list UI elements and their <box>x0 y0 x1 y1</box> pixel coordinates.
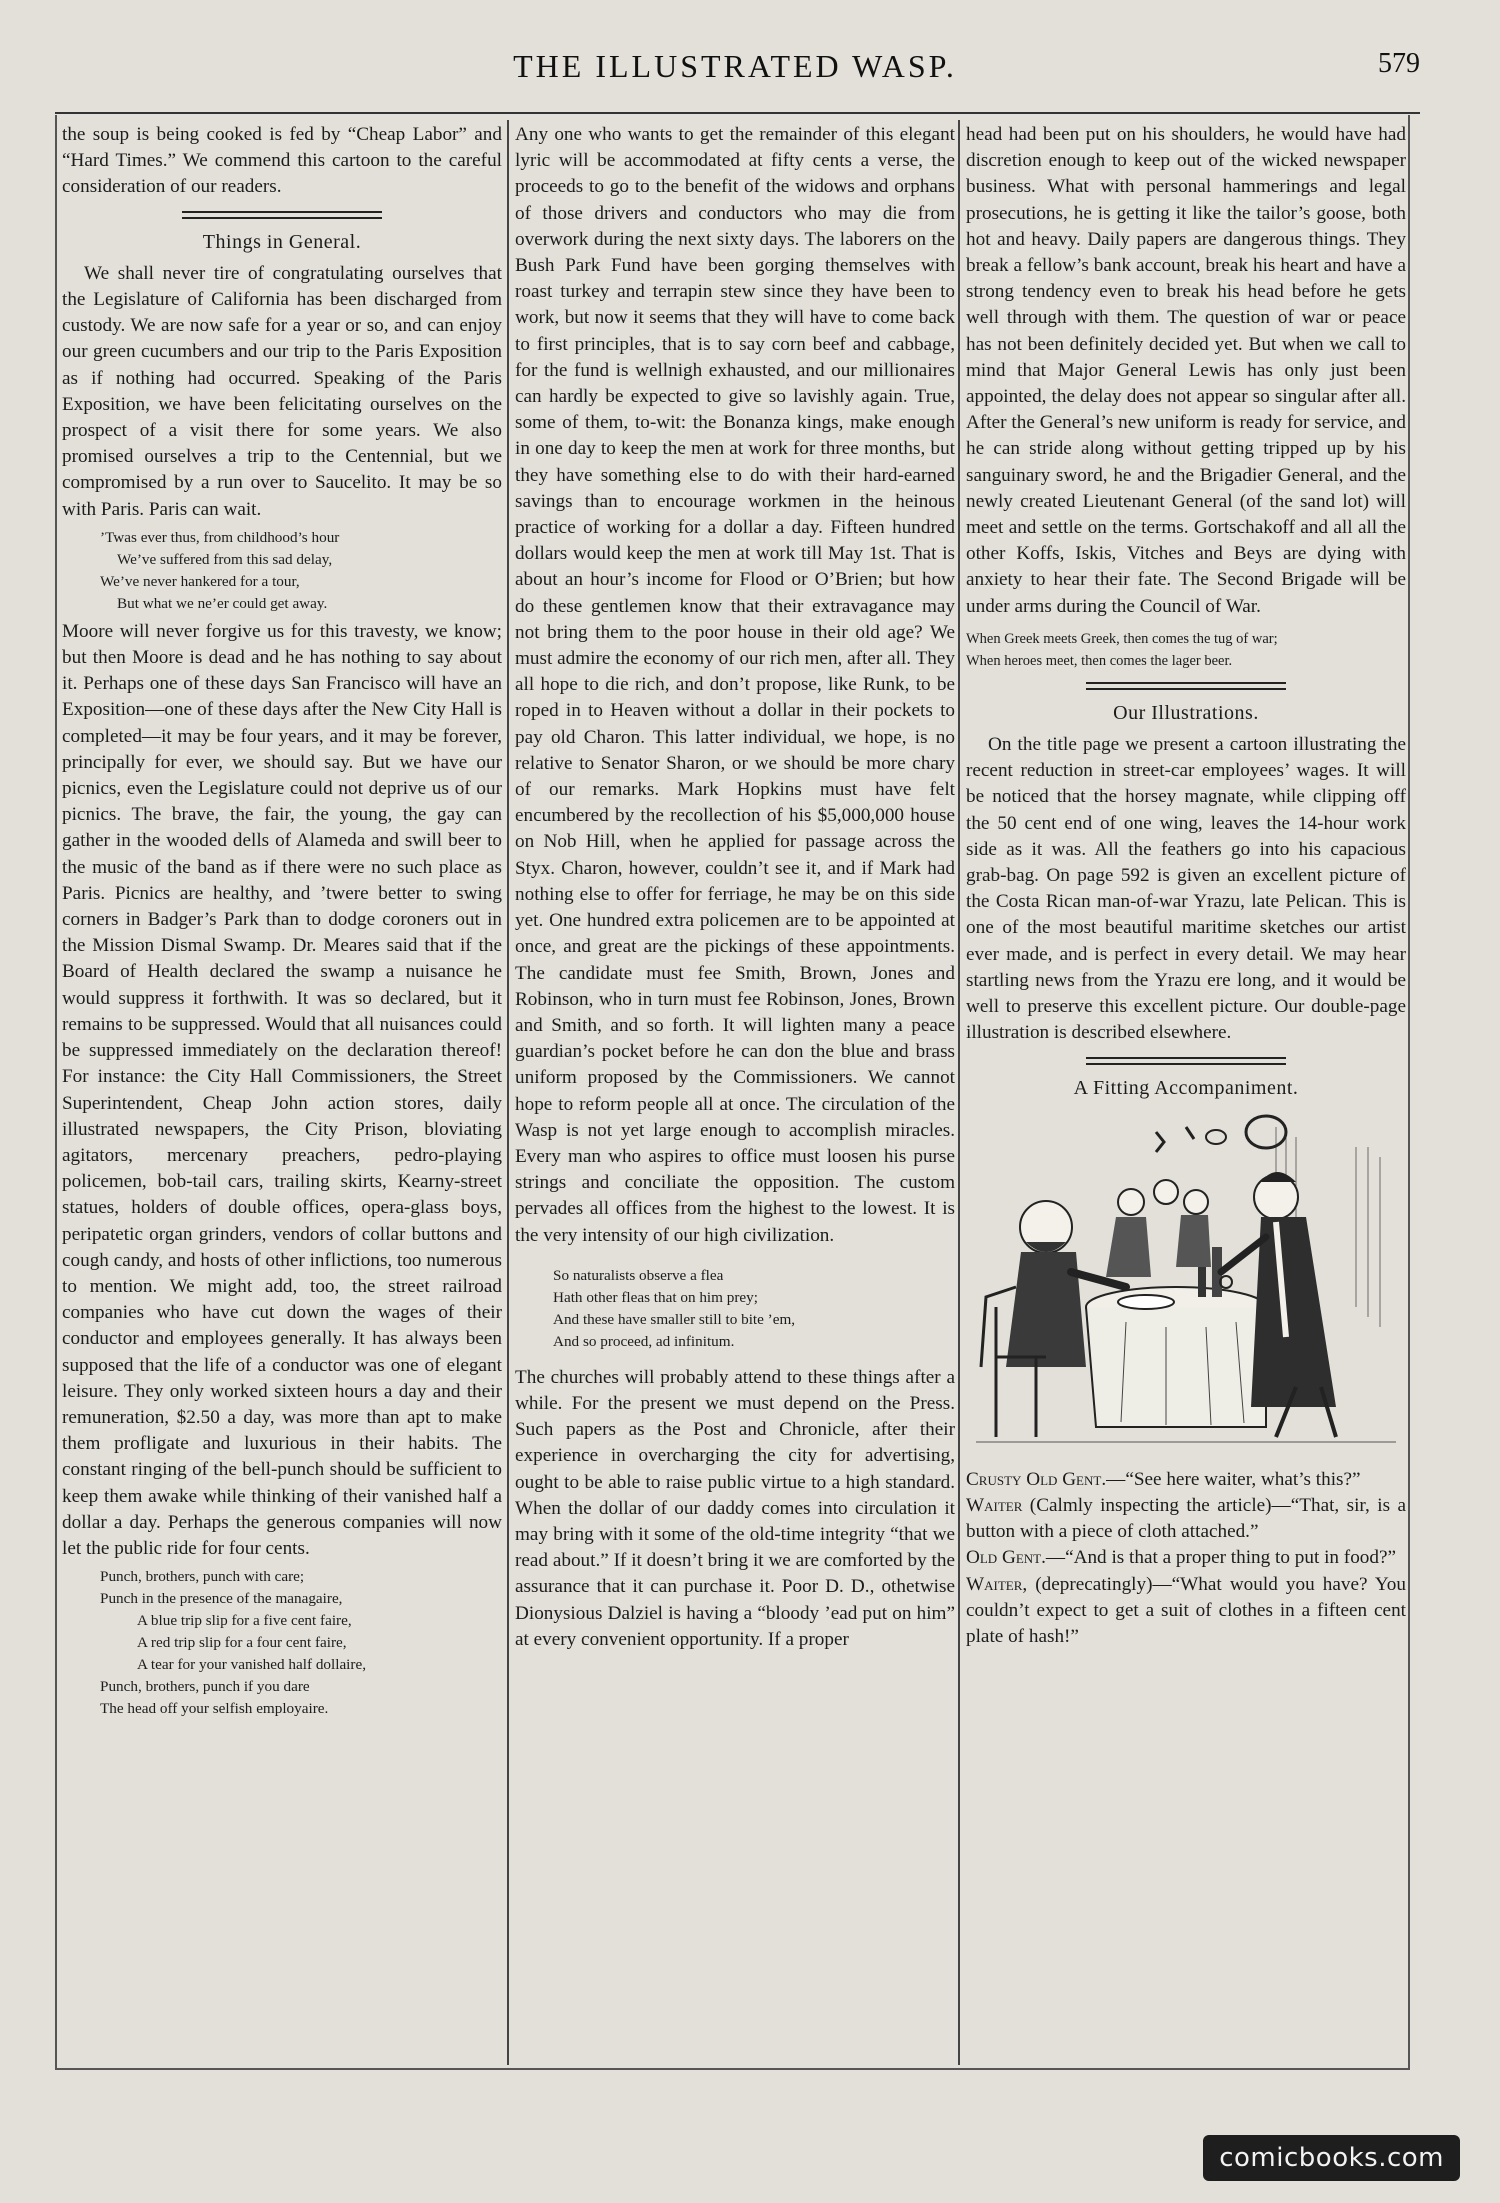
verse-line: Punch in the presence of the managaire, <box>100 1590 343 1608</box>
site-watermark: comicbooks.com <box>1203 2135 1460 2181</box>
verse-line: And these have smaller still to bite ’em, <box>553 1310 796 1328</box>
dialog-text: (Calmly inspecting the article)—“That, sir, is a button with a piece of cloth attached.” <box>966 1494 1406 1543</box>
cartoon-dialog <box>966 1467 1406 1650</box>
header-rule <box>55 112 1420 114</box>
verse-line: A red trip slip for a four cent faire, <box>137 1634 347 1652</box>
paragraph: On the title page we present a cartoon illustrating the recent reduction in street-car employees’ wages. It will be noticed that the horsey magnate, while clipping off the 50 cent end of one wing, leaves the 14-hour work side as it was. All the feathers go into his capacious grab-bag. On page 592 is given an excellent picture of the Costa Rican man-of-war Yrazu, late Pelican. This is one of the most beautiful maritime sketches our artist ever made, and is perfect in every detail. We may hear startling news from the Yrazu ere long, and it would be well to preserve this excellent picture. Our double-page illustration is described elsewhere. <box>966 734 1406 1044</box>
section-heading-fitting-accompaniment: A Fitting Accompaniment. <box>1073 1076 1299 1099</box>
paragraph: head had been put on his shoulders, he would have had discretion enough to keep out of the wicked newspaper business. What with personal hammerings and legal prosecutions, he is getting it like the tailor’s goose, both hot and heavy. Daily papers are dangerous things. They break a fellow’s bank account, break his heart and have a strong tendency even to break his head before he gets well through with them. The question of war or peace has not been definitely decided yet. But when we call to mind that Major General Lewis has only just been appointed, the delay does not appear so singular after all. After the General’s new uniform is ready for service, and he can stride along without getting tripped up by his sanguinary sword, he and the Brigadier General, and the newly created Lieutenant General (of the sand lot) will meet and settle on the terms. Gortschakoff and all all the other Koffs, Iskis, Vitches and Beys are dying with anxiety to hear their fate. The Second Brigade will be under arms during the Council of War. <box>966 124 1406 617</box>
paragraph: Moore will never forgive us for this travesty, we know; but then Moore is dead and he has nothing to say about it. Perhaps one of these days San Francisco will have an Exposition—one of these days after the New City Hall is completed—it may be four years, and it may be forever, principally for ever, we should say. But we have our picnics, even the Legislature could not deprive us of our picnics. The brave, the fair, the young, the gay can gather in the wooded dells of Alameda and swill beer to the music of the band as if there were no such place as Paris. Picnics are healthy, and ’twere better to swing corners in Badger’s Park than to dodge coroners out in the Mission Dismal Swamp. Dr. Meares said that if the Board of Health declared the swamp a nuisance he would suppress it forthwith. It was so declared, but it remains to be suppressed. Would that all nuisances could be suppressed immediately on the declaration thereof! For instance: the City Hall Commissioners, the Street Superintendent, Cheap John action stores, daily illustrated newspapers, the City Prison, bloviating agitators, mercenary preachers, pedro-playing policemen, bob-tail cars, trailing skirts, Kearny-street statues, holders of double offices, opera-glass boys, peripatetic organ grinders, vendors of collar buttons and cough candy, and hosts of other inflictions, too numerous to mention. We might add, too, the street railroad companies who have cut down the wages of their conductor and employees generally. It has always been supposed that the life of a conductor was one of elegant leisure. They only worked sixteen hours a day and their remuneration, $2.50 a day, was more than apt to make them profligate and luxurious in their habits. The constant ringing of the bell-punch should be sufficient to keep them awake while thinking of their vanished half a dollar a day. Perhaps the generous companies will now let the public ride for four cents. <box>62 620 502 1559</box>
dialog-text: —“And is that a proper thing to put in food?” <box>1045 1547 1397 1569</box>
paragraph: We shall never tire of congratulating ourselves that the Legislature of California has been discharged from custody. We are now safe for a year or so, and can enjoy our green cucumbers and our trip to the Paris Exposition as if nothing had occurred. Speaking of the Paris Exposition, we have been felicitating ourselves on the prospect of a visit there for some years. We also promised ourselves a trip to the Centennial, but we compromised by a run over to Saucelito. It may be so with Paris. Paris can wait. <box>62 262 502 520</box>
verse-line: We’ve suffered from this sad delay, <box>117 550 333 568</box>
dialog-line <box>966 1493 1406 1545</box>
paragraph: Any one who wants to get the remainder of this elegant lyric will be accommodated at fifty cents a verse, the proceeds to go to the benefit of the widows and orphans of those drivers and conductors who may die from overwork during the next sixty days. The laborers on the Bush Park Fund have been gorging themselves with roast turkey and terrapin stew since they have been to work, but now it seems that they will have to come back to first principles, that is to say corn beef and cabbage, for the fund is wellnigh exhausted, and our millionaires can hardly be expected to give so lavishly again. True, some of them, to-wit: the Bonanza kings, make enough in one day to keep the men at work for three months, but they have something else to do with their hard-earned savings than to encourage workmen in the heinous practice of working for a dollar a day. Fifteen hundred dollars would keep the men at work till May 1st. That is about an hour’s income for Flood or O’Brien; but how do these gentlemen know that their extravagance may not bring them to the poor house in their old age? We must admire the economy of our rich men, after all. They all hope to die rich, and don’t propose, like Runk, to be roped in to Heaven without a dollar in their pockets to pay old Charon. This latter individual, we hope, is no relative to Senator Sharon, or we should be more chary of our remarks. Mark Hopkins must have felt encumbered by the recollection of his $5,000,000 house on Nob Hill, when he applied for passage across the Styx. Charon, however, couldn’t see it, and if Mark had nothing else to offer for ferriage, he may be on this side yet. One hundred extra policemen are to be appointed at once, and great are the pickings of these appointments. The candidate must fee Smith, Brown, Jones and Robinson, who in turn must fee Robinson, Jones, Brown and Smith, and so forth. It will lighten many a peace guardian’s pocket before he can don the blue and brass uniform proposed by the Commissioners. We cannot hope to reform people all at once. The circulation of the Wasp is not yet large enough to accomplish miracles. Every man who aspires to office must loosen his purse strings and conciliate the opposition. The custom pervades all offices from the highest to the lowest. It is the very intensity of our high civilization. <box>515 124 955 1246</box>
dialog-line <box>966 1572 1406 1651</box>
speaker-label: Waiter <box>966 1494 1023 1516</box>
verse-line: When heroes meet, then comes the lager beer. <box>966 652 1233 669</box>
verse-line: When Greek meets Greek, then comes the tug of war; <box>966 630 1278 647</box>
verse-line: A tear for your vanished half dollaire, <box>137 1656 366 1674</box>
verse-line: Hath other fleas that on him prey; <box>553 1288 758 1306</box>
page-number: 579 <box>1378 48 1420 79</box>
verse-line: Punch, brothers, punch if you dare <box>100 1678 310 1696</box>
speaker-label: Waiter, <box>966 1573 1028 1595</box>
section-heading-things-in-general: Things in General. <box>202 230 362 253</box>
verse-line: And so proceed, ad infinitum. <box>553 1332 735 1350</box>
masthead-title: THE ILLUSTRATED WASP. <box>513 48 957 84</box>
verse-line: A blue trip slip for a five cent faire, <box>137 1612 352 1630</box>
section-rule <box>1086 682 1286 690</box>
verse-line: So naturalists observe a flea <box>553 1266 724 1284</box>
speaker-label: Crusty Old Gent. <box>966 1468 1107 1490</box>
paragraph: the soup is being cooked is fed by “Cheap Labor” and “Hard Times.” We commend this cartoon to the careful consideration of our readers. <box>62 124 502 198</box>
column-1 <box>62 122 502 2057</box>
dialog-text: (deprecatingly)—“What would you have? You couldn’t expect to get a suit of clothes in a fifteen cent plate of hash!” <box>966 1573 1406 1647</box>
verse-block <box>515 1265 955 1353</box>
verse-block <box>966 628 1406 672</box>
page-header <box>50 40 1420 90</box>
dialog-line <box>966 1467 1406 1493</box>
column-divider <box>507 120 509 2065</box>
column-divider <box>958 120 960 2065</box>
paragraph: The churches will probably attend to these things after a while. For the present we must depend on the Press. Such papers as the Post and Chronicle, after their experience in overcharging the city for advertising, ought to be able to raise public virtue to a high standard. When the dollar of our daddy comes into circulation it may bring with it some of the old-time integrity “that we read about.” If it doesn’t bring it we are comforted by the assurance that it can purchase it. Poor D. D., othetwise Dionysious Dalziel is having a “bloody ’ead put on him” at every convenient opportunity. If a proper <box>515 1366 955 1650</box>
dialog-text: —“See here waiter, what’s this?” <box>1106 1468 1361 1490</box>
verse-line: Punch, brothers, punch with care; <box>100 1568 305 1586</box>
verse-block <box>62 1566 502 1720</box>
verse-line: But what we ne’er could get away. <box>117 594 328 612</box>
column-3 <box>966 122 1406 2057</box>
verse-line: We’ve never hankered for a tour, <box>100 572 300 590</box>
section-heading-our-illustrations: Our Illustrations. <box>1113 701 1259 724</box>
dialog-line <box>966 1545 1406 1571</box>
cartoon-illustration <box>976 1107 1396 1457</box>
section-rule <box>182 211 382 219</box>
verse-block <box>62 527 502 615</box>
section-rule <box>1086 1057 1286 1065</box>
verse-line: ’Twas ever thus, from childhood’s hour <box>100 528 340 546</box>
column-2 <box>515 122 955 2057</box>
verse-line: The head off your selfish employaire. <box>100 1700 329 1718</box>
speaker-label: Old Gent. <box>966 1547 1046 1569</box>
